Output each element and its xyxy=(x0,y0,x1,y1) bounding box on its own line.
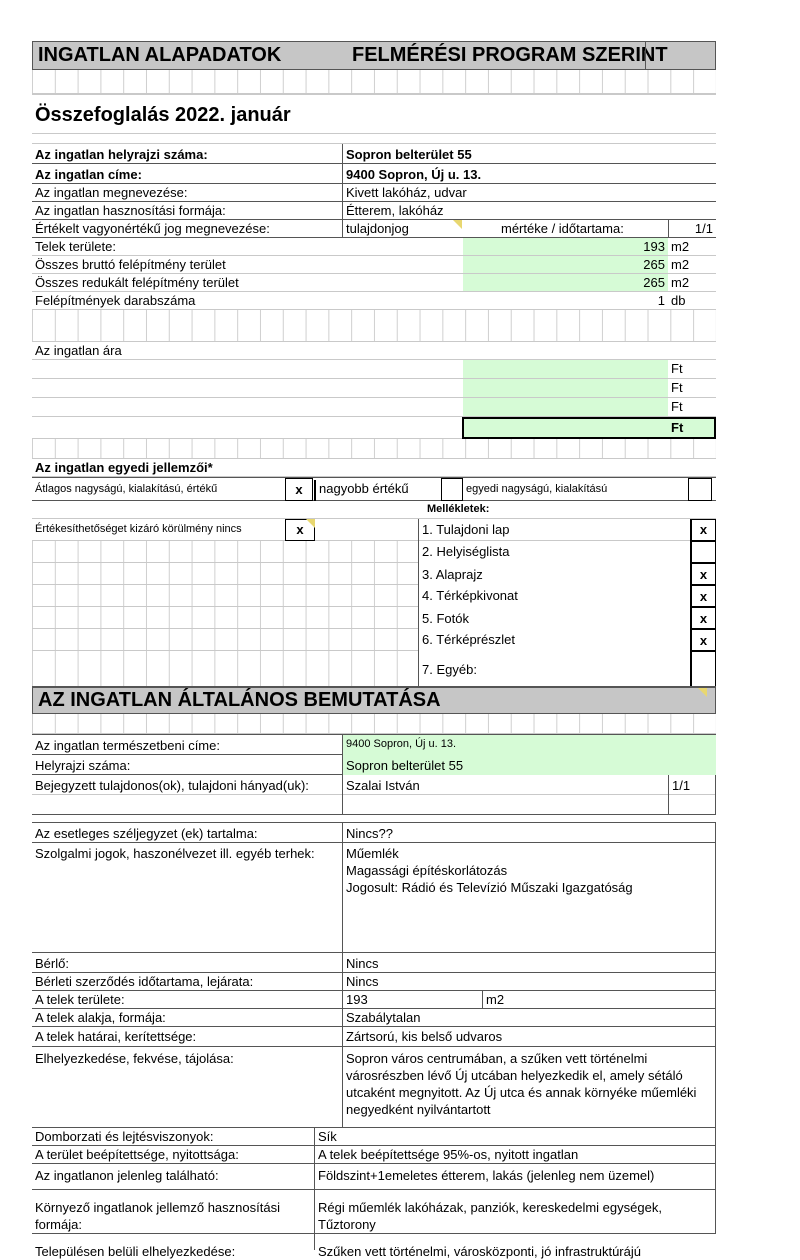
owner-row xyxy=(32,775,716,795)
price-total-unit: Ft xyxy=(671,420,684,435)
summary-row xyxy=(32,94,716,134)
area-label: Felépítmények darabszáma xyxy=(35,293,196,308)
tenant-value: Nincs xyxy=(342,953,716,973)
name-row xyxy=(32,184,716,202)
location-row xyxy=(32,1047,716,1128)
attachment-item: 4. Térképkivonat xyxy=(418,585,716,607)
attachment-row xyxy=(32,651,716,687)
area-value: 265 xyxy=(463,256,668,273)
lease-value: Nincs xyxy=(342,973,716,991)
area-row xyxy=(32,274,716,292)
feature-unique-label: egyedi nagyságú, kialakítású xyxy=(466,483,608,495)
surroundings-label: Környező ingatlanok jellemző hasznosítási formája: xyxy=(35,1200,280,1232)
owner-label: Bejegyzett tulajdonos(ok), tulajdoni hányad(uk): xyxy=(35,778,309,793)
tenant-row xyxy=(32,953,716,973)
natural-address-label: Az ingatlan természetbeni címe: xyxy=(35,738,220,753)
price-row xyxy=(32,342,716,360)
spacer-row xyxy=(32,714,716,734)
features-title: Az ingatlan egyedi jellemzői* xyxy=(35,460,213,475)
price-unit: Ft xyxy=(671,361,683,376)
feature-bigger-label: nagyobb értékű xyxy=(314,480,412,501)
terrain-label: Domborzati és lejtésviszonyok: xyxy=(35,1129,214,1144)
easements-row xyxy=(32,843,716,953)
onsite-row xyxy=(32,1164,716,1190)
surroundings-value: Régi műemlék lakóházak, panziók, kereskedelmi egységek, Tűztorony xyxy=(314,1190,716,1234)
attachment-item: 6. Térképrészlet xyxy=(418,629,716,651)
easements-value xyxy=(342,843,716,953)
banner-title-left: INGATLAN ALAPADATOK xyxy=(38,44,282,66)
easements-label: Szolgalmi jogok, haszonélvezet ill. egyéb terhek: xyxy=(35,846,315,861)
onsite-value: Földszint+1emeletes étterem, lakás (jelenleg nem üzemel) xyxy=(314,1164,716,1190)
attachment-row xyxy=(32,607,716,629)
spacer-row xyxy=(32,439,716,459)
area-unit: m2 xyxy=(671,257,690,272)
margin-note-row xyxy=(32,823,716,843)
margin-note-value: Nincs?? xyxy=(342,823,716,843)
feature-average-label: Átlagos nagyságú, kialakítású, értékű xyxy=(35,483,218,495)
lot-area-row xyxy=(32,991,716,1009)
name-label: Az ingatlan megnevezése: xyxy=(35,185,188,200)
area-row xyxy=(32,292,716,310)
area-value: 265 xyxy=(463,274,668,291)
address-label: Az ingatlan címe: xyxy=(35,167,142,182)
section2-banner xyxy=(32,687,716,714)
lease-label: Bérleti szerződés időtartama, lejárata: xyxy=(35,974,254,989)
attachment-row xyxy=(32,563,716,585)
attachment-item: 7. Egyéb: xyxy=(418,651,716,686)
price-value-field[interactable] xyxy=(463,360,668,378)
tenant-label: Bérlő: xyxy=(35,956,69,971)
location-value: Sopron város centrumában, a szűken vett történelmi városrészben lévő Új utcában helyezkedik el, amely sétáló utcaként megnyitott. Az Új utca és annak környéke műemléki negyedként nyilvántartott xyxy=(342,1047,716,1128)
summary-title: Összefoglalás 2022. január xyxy=(35,104,291,126)
attachments-title-row xyxy=(32,501,716,519)
feature-average-checkbox[interactable]: x xyxy=(285,478,313,501)
price-line xyxy=(32,398,716,417)
lot-area-label: A telek területe: xyxy=(35,992,125,1007)
right-row xyxy=(32,220,716,238)
owner-share: 1/1 xyxy=(668,775,716,795)
lot-number-label-2: Helyrajzi száma: xyxy=(35,758,131,773)
exclusion-row xyxy=(32,519,716,541)
easement-line: Jogosult: Rádió és Televízió Műszaki Igazgatóság xyxy=(346,880,633,895)
surroundings-row xyxy=(32,1190,716,1234)
right-label: Értékelt vagyonértékű jog megnevezése: xyxy=(35,221,270,236)
feature-unique-checkbox[interactable] xyxy=(688,478,712,501)
price-total-line xyxy=(32,417,716,439)
builtup-row xyxy=(32,1146,716,1164)
area-value: 1 xyxy=(657,293,665,308)
lot-shape-row xyxy=(32,1009,716,1027)
terrain-row xyxy=(32,1128,716,1146)
natural-address-value: 9400 Sopron, Új u. 13. xyxy=(342,735,716,755)
margin-note-label: Az esetleges széljegyzet (ek) tartalma: xyxy=(35,826,258,841)
lot-shape-value: Szabálytalan xyxy=(342,1009,716,1027)
lot-shape-label: A telek alakja, formája: xyxy=(35,1010,166,1025)
feature-bigger-checkbox[interactable] xyxy=(441,478,463,501)
area-unit: db xyxy=(671,293,686,308)
usage-row xyxy=(32,202,716,220)
right-value: tulajdonjog xyxy=(342,220,462,238)
address-row xyxy=(32,164,716,184)
measure-value: 1/1 xyxy=(668,220,716,238)
attachment-row xyxy=(32,541,716,563)
owner-extra-row xyxy=(32,795,716,815)
area-value: 193 xyxy=(463,238,668,255)
lot-number-row-2 xyxy=(32,755,716,775)
header-banner xyxy=(32,41,716,70)
price-line xyxy=(32,379,716,398)
measure-label: mértéke / időtartama: xyxy=(501,221,624,236)
attachment-row xyxy=(32,629,716,651)
lot-area-unit: m2 xyxy=(482,991,716,1009)
terrain-value: Sík xyxy=(314,1128,716,1146)
builtup-label: A terület beépítettsége, nyitottsága: xyxy=(35,1147,239,1162)
lot-number-label: Az ingatlan helyrajzi száma: xyxy=(35,147,208,162)
exclusion-checkbox[interactable]: x xyxy=(285,519,315,541)
spacer-row xyxy=(32,310,716,342)
lot-number-value: Sopron belterület 55 xyxy=(342,144,716,164)
price-unit: Ft xyxy=(671,380,683,395)
comment-marker-icon xyxy=(698,688,707,697)
comment-marker-icon xyxy=(306,519,315,528)
price-unit: Ft xyxy=(671,399,683,414)
features-title-row xyxy=(32,459,716,477)
lease-row xyxy=(32,973,716,991)
owner-extra-cell xyxy=(342,795,668,815)
cut-off-row xyxy=(32,1234,716,1259)
exclusion-label: Értékesíthetőséget kizáró körülmény nincs xyxy=(35,523,242,535)
comment-marker-icon xyxy=(453,220,462,229)
address-value: 9400 Sopron, Új u. 13. xyxy=(342,164,716,184)
attachment-checkbox[interactable]: x xyxy=(690,629,716,651)
lot-bounds-row xyxy=(32,1027,716,1047)
attachment-checkbox[interactable]: x xyxy=(690,519,716,541)
price-line xyxy=(32,360,716,379)
area-unit: m2 xyxy=(671,275,690,290)
natural-address-row xyxy=(32,734,716,755)
builtup-value: A telek beépítettsége 95%-os, nyitott ingatlan xyxy=(314,1146,716,1164)
area-label: Telek területe: xyxy=(35,239,116,254)
attachment-item: 1. Tulajdoni lap xyxy=(418,519,716,541)
attachment-item: 5. Fotók xyxy=(418,607,716,629)
lot-number-value-2: Sopron belterület 55 xyxy=(342,755,716,775)
price-label: Az ingatlan ára xyxy=(35,343,122,358)
spacer-row xyxy=(32,134,716,144)
cut-off-value: Szűken vett történelmi, városközponti, jó infrastruktúrájú xyxy=(314,1234,716,1250)
spacer-row xyxy=(32,815,716,823)
attachment-checkbox[interactable]: x xyxy=(690,563,716,585)
attachment-checkbox[interactable]: x xyxy=(690,585,716,607)
lot-number-row xyxy=(32,144,716,164)
features-row xyxy=(32,477,716,501)
attachments-title: Mellékletek: xyxy=(427,503,490,515)
price-value-field[interactable] xyxy=(463,398,668,416)
attachment-checkbox[interactable] xyxy=(690,541,716,563)
section2-title: AZ INGATLAN ÁLTALÁNOS BEMUTATÁSA xyxy=(38,689,441,711)
easement-line: Műemlék xyxy=(346,846,399,861)
attachment-item: 2. Helyiséglista xyxy=(418,541,716,563)
lot-bounds-value: Zártsorú, kis belső udvaros xyxy=(342,1027,716,1047)
usage-label: Az ingatlan hasznosítási formája: xyxy=(35,203,226,218)
attachment-checkbox[interactable] xyxy=(690,651,716,686)
banner-title-right: FELMÉRÉSI PROGRAM SZERINT xyxy=(352,44,668,66)
area-unit: m2 xyxy=(671,239,690,254)
area-label: Összes redukált felépítmény terület xyxy=(35,275,239,290)
attachment-row xyxy=(32,585,716,607)
attachment-checkbox[interactable]: x xyxy=(690,607,716,629)
owner-extra-share xyxy=(668,795,716,815)
usage-value: Étterem, lakóház xyxy=(342,202,716,220)
easement-line: Magassági építéskorlátozás xyxy=(346,863,508,878)
location-label: Elhelyezkedése, fekvése, tájolása: xyxy=(35,1051,234,1066)
lot-area-value: 193 xyxy=(342,991,482,1009)
onsite-label: Az ingatlanon jelenleg található: xyxy=(35,1168,219,1183)
owner-value: Szalai István xyxy=(342,775,668,795)
attachment-item: 3. Alaprajz xyxy=(418,563,716,585)
spacer-row xyxy=(32,70,716,94)
price-value-field[interactable] xyxy=(463,379,668,397)
name-value: Kivett lakóház, udvar xyxy=(342,184,716,202)
area-row xyxy=(32,256,716,274)
banner-corner-cell xyxy=(645,42,715,69)
lot-bounds-label: A telek határai, kerítettsége: xyxy=(35,1029,197,1044)
cut-off-label: Településen belüli elhelyezkedése: xyxy=(35,1244,236,1259)
area-row xyxy=(32,238,716,256)
area-label: Összes bruttó felépítmény terület xyxy=(35,257,226,272)
